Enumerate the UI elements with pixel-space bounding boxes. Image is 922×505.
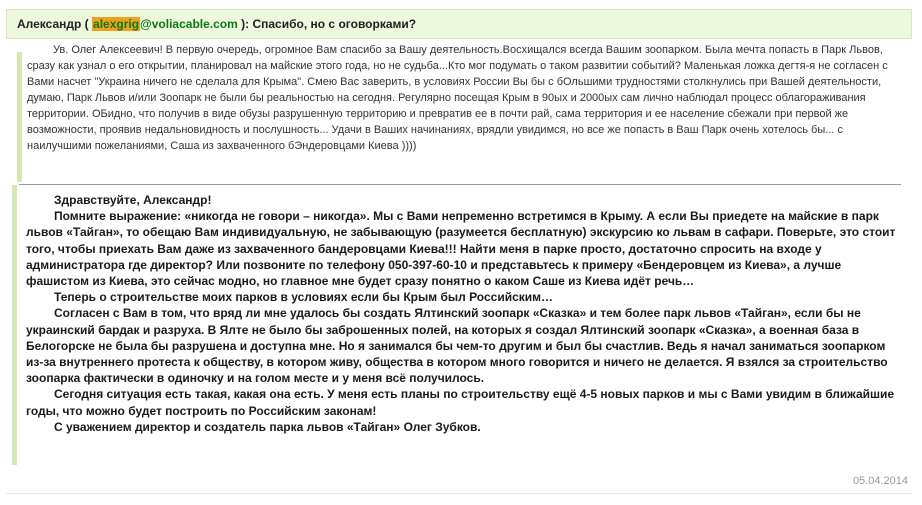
reply-quote-bar [12,185,17,465]
comment-date: 05.04.2014 [852,475,908,487]
close-paren: ): [237,17,253,31]
comment-header-text [17,17,416,31]
email-user[interactable]: alexgrig [93,17,140,31]
question-quote-bar [17,52,22,182]
bottom-divider [6,493,912,494]
open-paren: ( [81,17,93,31]
author-name: Александр [17,17,82,31]
comment-subject: Спасибо, но с оговорками? [252,17,417,31]
reply-paragraph: Теперь о строительстве моих парков в условиях если бы Крым был Российским… [54,290,554,305]
comment-header [6,9,912,39]
email-domain[interactable]: @voliacable.com [140,17,238,31]
reply-block [26,192,904,435]
question-text: Ув. Олег Алексеевич! В первую очередь, огромное Вам спасибо за Вашу деятельность.Восхищался всегда Вашим зоопарком. Была мечта попасть в Парк Львов, сразу как узнал о его открытии, планировал на майские этого года, но не судьба...Кто мог подумать о таком развитии событий? Маленькая ложка дегтя-я не согласен с Вами насчет "Украина ничего не сделала для Крыма". Смею Вас заверить, в условиях России Вы бы с бОльшими трудностями столкнулись при Вашей деятельности, думаю, Парк Львов и/или Зоопарк не были бы реальностью на сегодня. Регулярно посещая Крым в 90ых и 2000ых сам лично наблюдал процесс облагораживания территории. ОБидно, что получив в виде обузы разрушенную территорию и превратив ее в почти рай, сама территория и ее население сбежали при первой же возможности, проявив недальновидность и послушность... Удачи в Ваших начинаниях, врядли увидимся, но все же попасть в Ваш Парк очень хотелось бы... с наилучшими пожеланиями, Саша из захваченного бЭндеровцами Киева )))) [27,44,888,152]
reply-signature: С уважением директор и создатель парка львов «Тайган» Олег Зубков. [54,419,481,434]
reply-paragraph: Согласен с Вам в том, что вряд ли мне удалось бы создать Ялтинский зоопарк «Сказка» и тем более парк львов «Тайган», если бы не украинский бардак и разруха. В Ялте не было бы заброшенных полей, на которых я создал Ялтинский зоопарк «Сказка», а военная база в Белогорске не была бы разрушена и доступна мне. Но я занимался бы чем-то другим и был бы счастлив. Ведь я начал заниматься зоопарком из-за внутреннего протеста к обществу, в котором живу, общества в котором много говорится и ничего не делается. Я взялся за строительство зоопарка фактически в одиночку и на голом месте и у меня всё получилось. [26,306,888,386]
reply-greeting: Здравствуйте, Александр! [54,193,212,207]
divider [19,184,901,185]
reply-paragraph: Помните выражение: «никогда не говори – никогда». Мы с Вами непременно встретимся в Крыму. А если Вы приедете на майские в парк львов «Тайган», то обещаю Вам индивидуальную, не забывающую (разумеется бесплатную) экскурсию ко львам в сафари. Поверьте, это стоит того, чтобы приехать Вам даже из захваченного бандеровцами Киева!!! Найти меня в парке просто, достаточно спросить на входе у администратора где директор? Или позвоните по телефону 050-397-60-10 и представьтесь к примеру «Бендеровцем из Киева», а лучше фашистом из Киева, это сейчас модно, но главное мне будет сразу понятно о каком Саше из Киева идёт речь… [26,209,896,289]
question-block [27,42,900,154]
reply-paragraph: Сегодня ситуация есть такая, какая она есть. У меня есть планы по строительству ещё 4-5 новых парков и мы с Вами увидим в ближайшие годы, что можно будет построить по Российским законам! [26,387,895,418]
